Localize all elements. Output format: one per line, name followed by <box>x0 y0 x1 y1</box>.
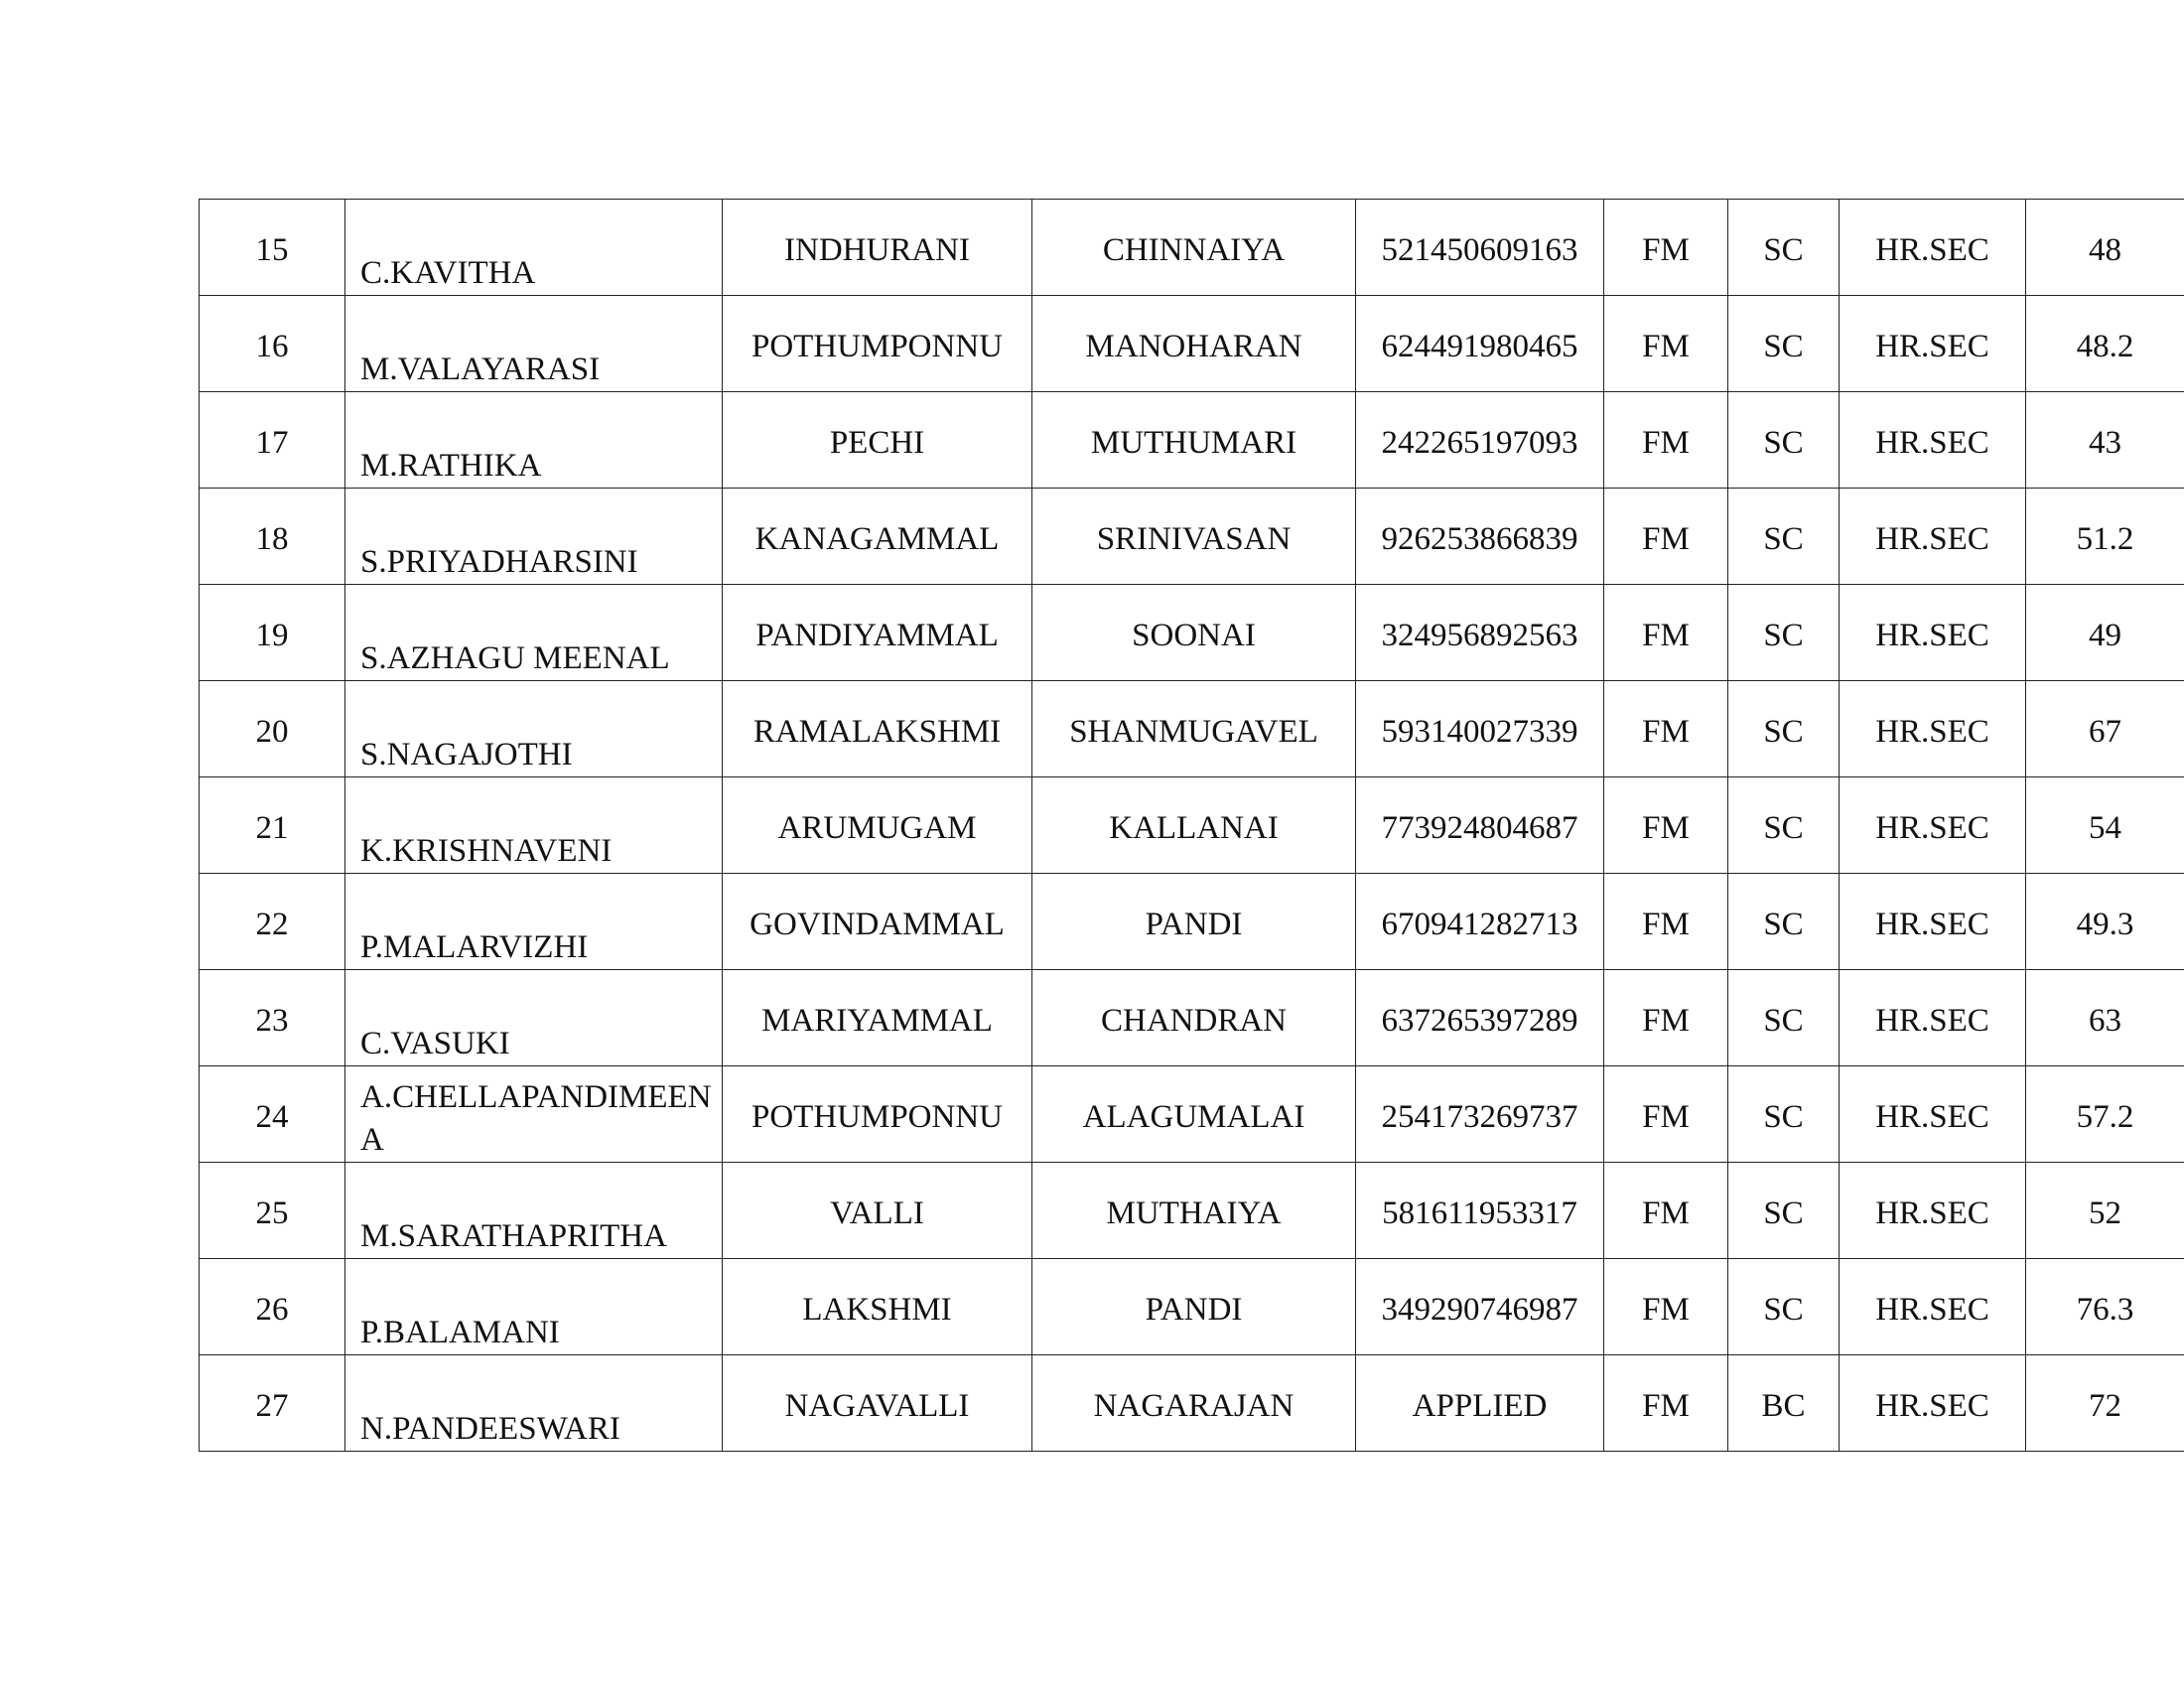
mother-name-cell: POTHUMPONNU <box>723 296 1032 392</box>
community-cell: BC <box>1728 1355 1840 1452</box>
name-cell <box>345 1163 723 1259</box>
id-number-cell: 521450609163 <box>1356 200 1604 296</box>
id-number-cell: 926253866839 <box>1356 489 1604 585</box>
name-cell <box>345 681 723 777</box>
table-row <box>200 200 2184 296</box>
father-name-cell: MANOHARAN <box>1032 296 1356 392</box>
name-text: A.CHELLAPANDIMEENA <box>360 1079 712 1159</box>
table-row <box>200 1355 2184 1452</box>
father-name-cell: MUTHUMARI <box>1032 392 1356 489</box>
serial-number-cell: 23 <box>200 970 345 1066</box>
gender-cell: FM <box>1604 296 1728 392</box>
serial-number-cell: 17 <box>200 392 345 489</box>
mark-cell: 51.2 <box>2026 489 2184 585</box>
id-number-cell: 593140027339 <box>1356 681 1604 777</box>
name-cell <box>345 392 723 489</box>
id-number-cell: 242265197093 <box>1356 392 1604 489</box>
serial-number-cell: 25 <box>200 1163 345 1259</box>
name-cell <box>345 970 723 1066</box>
mark-cell: 57.2 <box>2026 1066 2184 1163</box>
name-text: S.NAGAJOTHI <box>360 737 573 774</box>
qualification-cell: HR.SEC <box>1840 874 2026 970</box>
mother-name-cell: PANDIYAMMAL <box>723 585 1032 681</box>
name-text: M.RATHIKA <box>360 448 542 485</box>
name-text: C.KAVITHA <box>360 255 536 292</box>
mark-cell: 48.2 <box>2026 296 2184 392</box>
qualification-cell: HR.SEC <box>1840 296 2026 392</box>
father-name-cell: ALAGUMALAI <box>1032 1066 1356 1163</box>
gender-cell: FM <box>1604 970 1728 1066</box>
gender-cell: FM <box>1604 1066 1728 1163</box>
name-text: M.SARATHAPRITHA <box>360 1218 667 1255</box>
mark-cell: 54 <box>2026 777 2184 874</box>
name-cell <box>345 1355 723 1452</box>
gender-cell: FM <box>1604 777 1728 874</box>
serial-number-cell: 24 <box>200 1066 345 1163</box>
name-text: S.AZHAGU MEENAL <box>360 640 670 677</box>
community-cell: SC <box>1728 200 1840 296</box>
mark-cell: 49 <box>2026 585 2184 681</box>
mother-name-cell: KANAGAMMAL <box>723 489 1032 585</box>
name-cell <box>345 874 723 970</box>
mark-cell: 72 <box>2026 1355 2184 1452</box>
serial-number-cell: 18 <box>200 489 345 585</box>
gender-cell: FM <box>1604 1259 1728 1355</box>
mother-name-cell: LAKSHMI <box>723 1259 1032 1355</box>
table-row <box>200 296 2184 392</box>
community-cell: SC <box>1728 874 1840 970</box>
gender-cell: FM <box>1604 1355 1728 1452</box>
id-number-cell: 773924804687 <box>1356 777 1604 874</box>
father-name-cell: SRINIVASAN <box>1032 489 1356 585</box>
father-name-cell: PANDI <box>1032 874 1356 970</box>
community-cell: SC <box>1728 392 1840 489</box>
table-body <box>200 200 2184 1452</box>
serial-number-cell: 16 <box>200 296 345 392</box>
serial-number-cell: 19 <box>200 585 345 681</box>
name-text: P.MALARVIZHI <box>360 929 589 966</box>
mother-name-cell: POTHUMPONNU <box>723 1066 1032 1163</box>
id-number-cell: 581611953317 <box>1356 1163 1604 1259</box>
id-number-cell: 349290746987 <box>1356 1259 1604 1355</box>
gender-cell: FM <box>1604 681 1728 777</box>
id-number-cell: 624491980465 <box>1356 296 1604 392</box>
father-name-cell: NAGARAJAN <box>1032 1355 1356 1452</box>
name-text: P.BALAMANI <box>360 1315 560 1351</box>
father-name-cell: CHANDRAN <box>1032 970 1356 1066</box>
serial-number-cell: 20 <box>200 681 345 777</box>
qualification-cell: HR.SEC <box>1840 585 2026 681</box>
id-number-cell: 637265397289 <box>1356 970 1604 1066</box>
gender-cell: FM <box>1604 489 1728 585</box>
qualification-cell: HR.SEC <box>1840 489 2026 585</box>
data-table <box>199 199 2184 1452</box>
table-row <box>200 874 2184 970</box>
qualification-cell: HR.SEC <box>1840 200 2026 296</box>
id-number-cell: 324956892563 <box>1356 585 1604 681</box>
mark-cell: 52 <box>2026 1163 2184 1259</box>
community-cell: SC <box>1728 489 1840 585</box>
table-row <box>200 585 2184 681</box>
mark-cell: 48 <box>2026 200 2184 296</box>
mother-name-cell: VALLI <box>723 1163 1032 1259</box>
community-cell: SC <box>1728 1163 1840 1259</box>
father-name-cell: CHINNAIYA <box>1032 200 1356 296</box>
qualification-cell: HR.SEC <box>1840 1355 2026 1452</box>
community-cell: SC <box>1728 1066 1840 1163</box>
table-row <box>200 392 2184 489</box>
serial-number-cell: 27 <box>200 1355 345 1452</box>
serial-number-cell: 22 <box>200 874 345 970</box>
gender-cell: FM <box>1604 585 1728 681</box>
gender-cell: FM <box>1604 200 1728 296</box>
father-name-cell: KALLANAI <box>1032 777 1356 874</box>
serial-number-cell: 15 <box>200 200 345 296</box>
mother-name-cell: NAGAVALLI <box>723 1355 1032 1452</box>
name-cell <box>345 200 723 296</box>
father-name-cell: PANDI <box>1032 1259 1356 1355</box>
community-cell: SC <box>1728 296 1840 392</box>
mark-cell: 76.3 <box>2026 1259 2184 1355</box>
table-row <box>200 489 2184 585</box>
father-name-cell: SOONAI <box>1032 585 1356 681</box>
table-row <box>200 1259 2184 1355</box>
community-cell: SC <box>1728 777 1840 874</box>
mother-name-cell: ARUMUGAM <box>723 777 1032 874</box>
father-name-cell: MUTHAIYA <box>1032 1163 1356 1259</box>
table-row <box>200 1163 2184 1259</box>
mark-cell: 67 <box>2026 681 2184 777</box>
qualification-cell: HR.SEC <box>1840 392 2026 489</box>
id-number-cell: 670941282713 <box>1356 874 1604 970</box>
name-text: N.PANDEESWARI <box>360 1411 620 1448</box>
qualification-cell: HR.SEC <box>1840 1066 2026 1163</box>
id-number-cell: APPLIED <box>1356 1355 1604 1452</box>
community-cell: SC <box>1728 1259 1840 1355</box>
name-text: C.VASUKI <box>360 1026 510 1062</box>
serial-number-cell: 21 <box>200 777 345 874</box>
qualification-cell: HR.SEC <box>1840 1259 2026 1355</box>
table-row <box>200 970 2184 1066</box>
name-cell <box>345 1259 723 1355</box>
table-row <box>200 1066 2184 1163</box>
name-cell <box>345 777 723 874</box>
mark-cell: 43 <box>2026 392 2184 489</box>
name-cell <box>345 585 723 681</box>
mother-name-cell: PECHI <box>723 392 1032 489</box>
qualification-cell: HR.SEC <box>1840 777 2026 874</box>
mother-name-cell: GOVINDAMMAL <box>723 874 1032 970</box>
name-text: S.PRIYADHARSINI <box>360 544 638 581</box>
community-cell: SC <box>1728 970 1840 1066</box>
mark-cell: 49.3 <box>2026 874 2184 970</box>
name-cell <box>345 489 723 585</box>
mark-cell: 63 <box>2026 970 2184 1066</box>
mother-name-cell: MARIYAMMAL <box>723 970 1032 1066</box>
qualification-cell: HR.SEC <box>1840 1163 2026 1259</box>
table-row <box>200 681 2184 777</box>
qualification-cell: HR.SEC <box>1840 970 2026 1066</box>
community-cell: SC <box>1728 681 1840 777</box>
gender-cell: FM <box>1604 874 1728 970</box>
name-text: M.VALAYARASI <box>360 352 601 388</box>
mother-name-cell: RAMALAKSHMI <box>723 681 1032 777</box>
father-name-cell: SHANMUGAVEL <box>1032 681 1356 777</box>
name-cell <box>345 296 723 392</box>
community-cell: SC <box>1728 585 1840 681</box>
id-number-cell: 254173269737 <box>1356 1066 1604 1163</box>
mother-name-cell: INDHURANI <box>723 200 1032 296</box>
gender-cell: FM <box>1604 392 1728 489</box>
qualification-cell: HR.SEC <box>1840 681 2026 777</box>
gender-cell: FM <box>1604 1163 1728 1259</box>
table-row <box>200 777 2184 874</box>
name-cell <box>345 1066 723 1163</box>
name-text: K.KRISHNAVENI <box>360 833 613 870</box>
serial-number-cell: 26 <box>200 1259 345 1355</box>
